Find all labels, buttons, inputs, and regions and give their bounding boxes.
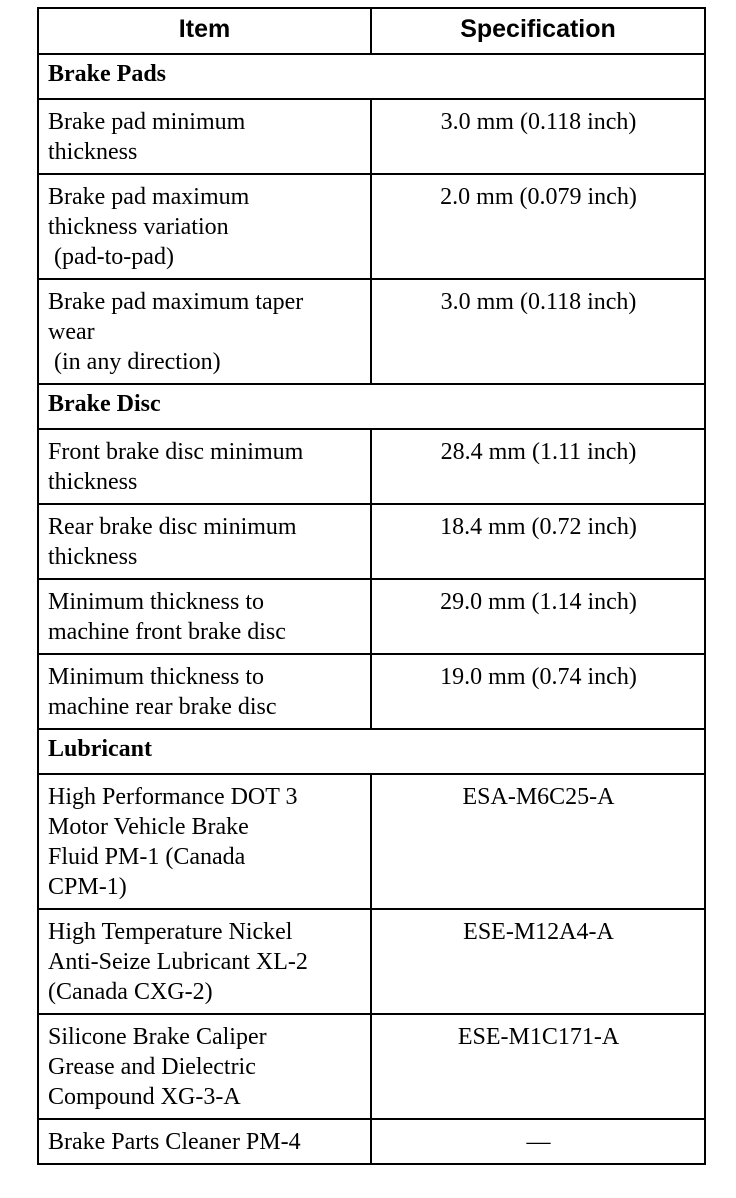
table-row <box>38 774 705 909</box>
table-row <box>38 174 705 279</box>
table-row <box>38 1014 705 1119</box>
item-text-line: Motor Vehicle Brake <box>48 814 249 840</box>
specification-cell: — <box>371 1119 705 1164</box>
item-text-line: Rear brake disc minimum <box>48 514 297 540</box>
table-body <box>38 54 705 1164</box>
item-text-line: Minimum thickness to <box>48 664 264 690</box>
item-text-line: wear <box>48 319 95 345</box>
item-cell <box>38 279 371 384</box>
specification-cell: ESE-M1C171-A <box>371 1014 705 1119</box>
item-text-line: (pad-to-pad) <box>48 244 174 270</box>
item-cell <box>38 99 371 174</box>
item-text-line: machine front brake disc <box>48 619 286 645</box>
header-row <box>38 8 705 54</box>
table-row <box>38 579 705 654</box>
table-row <box>38 99 705 174</box>
item-text-line: High Temperature Nickel <box>48 919 293 945</box>
item-text-line: thickness <box>48 544 138 570</box>
item-text-line: Front brake disc minimum <box>48 439 304 465</box>
item-column-header: Item <box>38 8 371 54</box>
section-title: Brake Disc <box>38 384 705 429</box>
item-text-line: thickness variation <box>48 214 229 240</box>
table-row <box>38 279 705 384</box>
item-text-line: Minimum thickness to <box>48 589 264 615</box>
section-row <box>38 54 705 99</box>
item-text-line: Brake Parts Cleaner PM-4 <box>48 1129 301 1155</box>
item-text-line: machine rear brake disc <box>48 694 277 720</box>
item-text-line: Compound XG-3-A <box>48 1084 241 1110</box>
item-cell <box>38 429 371 504</box>
specification-cell: 18.4 mm (0.72 inch) <box>371 504 705 579</box>
specification-cell: 2.0 mm (0.079 inch) <box>371 174 705 279</box>
table-row <box>38 654 705 729</box>
specification-cell: ESE-M12A4-A <box>371 909 705 1014</box>
item-text-line: thickness <box>48 139 138 165</box>
item-text-line: CPM-1) <box>48 874 127 900</box>
specification-cell: ESA-M6C25-A <box>371 774 705 909</box>
item-text-line: Silicone Brake Caliper <box>48 1024 267 1050</box>
item-cell <box>38 579 371 654</box>
item-text-line: thickness <box>48 469 138 495</box>
section-row <box>38 384 705 429</box>
item-cell <box>38 504 371 579</box>
item-cell <box>38 174 371 279</box>
section-title: Brake Pads <box>38 54 705 99</box>
item-text-line: Grease and Dielectric <box>48 1054 256 1080</box>
specification-column-header: Specification <box>371 8 705 54</box>
item-cell <box>38 774 371 909</box>
item-text-line: (in any direction) <box>48 349 221 375</box>
item-cell <box>38 1119 371 1164</box>
item-text-line: High Performance DOT 3 <box>48 784 298 810</box>
specification-cell: 19.0 mm (0.74 inch) <box>371 654 705 729</box>
item-cell <box>38 1014 371 1119</box>
specification-cell: 3.0 mm (0.118 inch) <box>371 279 705 384</box>
table-row <box>38 429 705 504</box>
item-text-line: (Canada CXG-2) <box>48 979 213 1005</box>
item-text-line: Brake pad maximum taper <box>48 289 304 315</box>
item-text-line: Brake pad maximum <box>48 184 250 210</box>
item-text-line: Brake pad minimum <box>48 109 246 135</box>
item-text-line: Fluid PM-1 (Canada <box>48 844 246 870</box>
table-row <box>38 504 705 579</box>
item-cell <box>38 909 371 1014</box>
table-row <box>38 1119 705 1164</box>
specification-cell: 29.0 mm (1.14 inch) <box>371 579 705 654</box>
specification-cell: 3.0 mm (0.118 inch) <box>371 99 705 174</box>
section-row <box>38 729 705 774</box>
table-row <box>38 909 705 1014</box>
specification-cell: 28.4 mm (1.11 inch) <box>371 429 705 504</box>
item-cell <box>38 654 371 729</box>
section-title: Lubricant <box>38 729 705 774</box>
specification-table <box>37 7 706 1165</box>
item-text-line: Anti-Seize Lubricant XL-2 <box>48 949 308 975</box>
